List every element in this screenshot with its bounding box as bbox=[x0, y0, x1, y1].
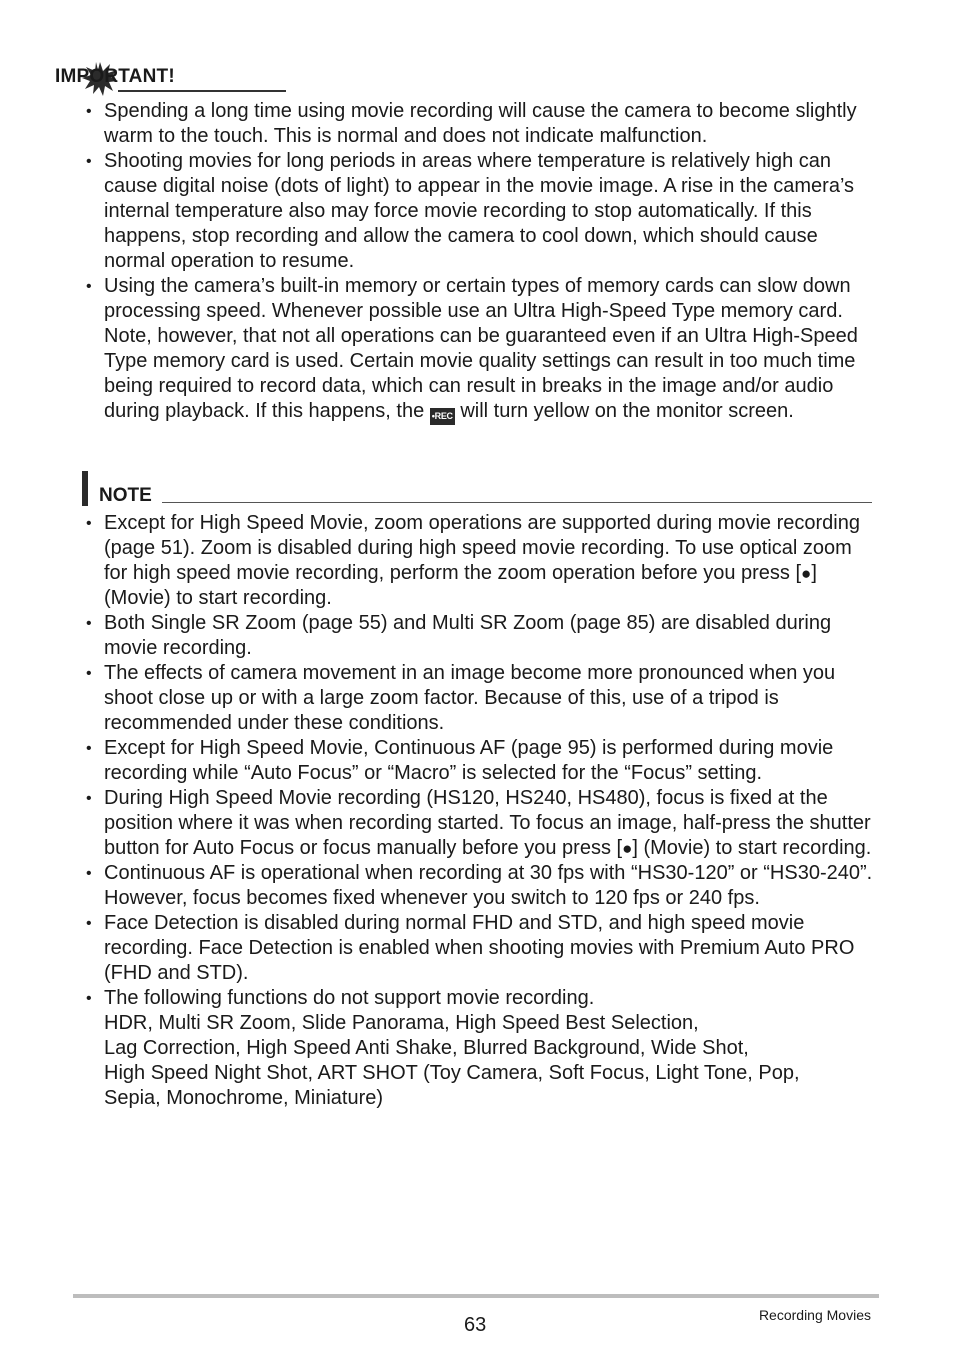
important-label: IMPORTANT! bbox=[55, 66, 175, 87]
list-item bbox=[84, 511, 874, 611]
function-line: Lag Correction, High Speed Anti Shake, Blurred Background, Wide Shot, bbox=[104, 1037, 749, 1059]
list-item: • Except for High Speed Movie, Continuous AF (page 95) is performed during movie recording while “Auto Focus” or “Macro” is selected for the “Focus” setting. bbox=[84, 736, 874, 786]
list-item bbox=[84, 274, 874, 425]
function-line: Sepia, Monochrome, Miniature) bbox=[104, 1087, 384, 1109]
footer-rule bbox=[73, 1294, 879, 1298]
list-item: • The effects of camera movement in an image become more pronounced when you shoot close up or with a large zoom factor. Because of this, use of a tripod is recommended under these conditions. bbox=[84, 661, 874, 736]
function-line: High Speed Night Shot, ART SHOT (Toy Camera, Soft Focus, Light Tone, Pop, bbox=[104, 1062, 800, 1084]
function-line: HDR, Multi SR Zoom, Slide Panorama, High Speed Best Selection, bbox=[104, 1012, 699, 1034]
note-label: NOTE bbox=[99, 485, 152, 506]
item-text: During High Speed Movie recording (HS120, HS240, HS480), focus is fixed at the position where it was when recording started. To focus an image, half-press the shutter button for Auto Focus or focus manually before you press [ bbox=[104, 787, 871, 859]
item-text: ] (Movie) to start recording. bbox=[632, 837, 872, 859]
list-item: • Continuous AF is operational when recording at 30 fps with “HS30-120” or “HS30-240”. However, focus becomes fixed whenever you switch to 120 fps or 240 fps. bbox=[84, 861, 874, 911]
record-dot-icon: ● bbox=[622, 839, 633, 858]
item-text: Using the camera’s built-in memory or certain types of memory cards can slow down processing speed. Whenever possible use an Ultra High-Speed Type memory card. Note, however, that not all operations can be guaranteed even if an Ultra High-Speed Type memory card is used. Certain movie quality settings can result in too much time being required to record data, which can result in breaks in the image and/or audio during playback. If this happens, the bbox=[104, 275, 858, 422]
list-item: • Face Detection is disabled during normal FHD and STD, and high speed movie recording. Face Detection is enabled when shooting movies with Premium Auto PRO (FHD and STD). bbox=[84, 911, 874, 986]
important-list bbox=[84, 99, 874, 425]
item-text: • The following functions do not support movie recording. bbox=[104, 987, 595, 1009]
record-dot-icon: ● bbox=[801, 564, 812, 583]
section-name: Recording Movies bbox=[758, 1307, 871, 1323]
list-item: • Spending a long time using movie recording will cause the camera to become slightly warm to the touch. This is normal and does not indicate malfunction. bbox=[84, 99, 874, 149]
page-number: 63 bbox=[464, 1314, 487, 1336]
item-text: Except for High Speed Movie, zoom operations are supported during movie recording (page 51). Zoom is disabled during high speed movie recording. To use optical zoom for high speed movie recording, perform the zoom operation before you press [ bbox=[104, 512, 860, 584]
note-rule bbox=[162, 502, 872, 503]
list-item: • Shooting movies for long periods in areas where temperature is relatively high can cause digital noise (dots of light) to appear in the movie image. A rise in the camera’s internal temperature also may force movie recording to stop automatically. If this happens, stop recording and allow the camera to cool down, which should cause normal operation to resume. bbox=[84, 149, 874, 274]
list-item bbox=[84, 786, 874, 861]
item-text: ] (Movie) to start recording. bbox=[104, 562, 817, 609]
list-item: • Both Single SR Zoom (page 55) and Multi SR Zoom (page 85) are disabled during movie recording. bbox=[84, 611, 874, 661]
list-item bbox=[84, 986, 874, 1111]
item-text: will turn yellow on the monitor screen. bbox=[454, 400, 794, 422]
rec-icon: •REC bbox=[430, 408, 455, 425]
note-heading bbox=[82, 470, 872, 506]
important-underline bbox=[118, 90, 286, 92]
note-list bbox=[84, 511, 874, 1111]
note-bar-icon bbox=[82, 471, 88, 506]
